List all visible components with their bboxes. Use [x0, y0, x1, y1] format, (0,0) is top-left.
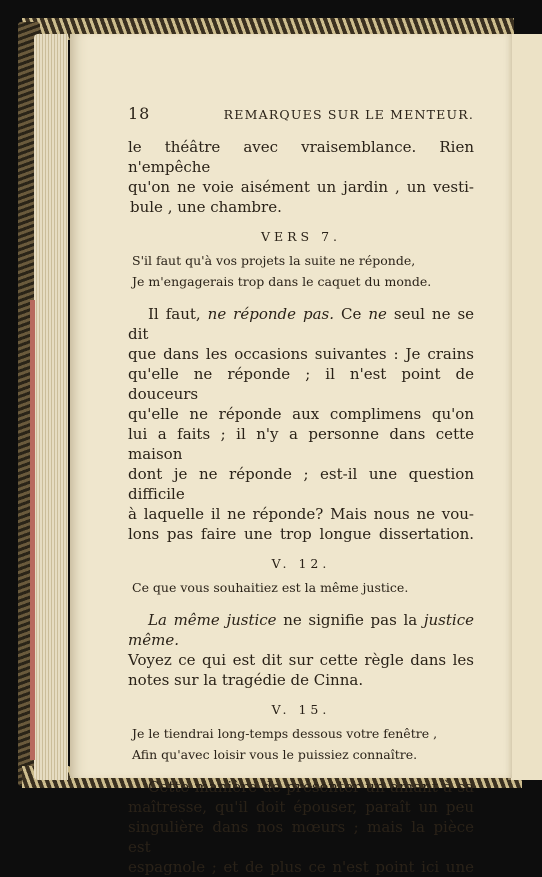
verse-3-line-1: Je le tiendrai long-temps dessous votre fenêtre ,	[132, 726, 438, 741]
paragraph-3-emphasis-1: La même justice	[148, 611, 277, 629]
verse-heading-1: VERS 7.	[260, 229, 342, 244]
page-leaf-edges	[34, 34, 68, 780]
paragraph-3-text: ne signifie pas la	[276, 611, 424, 629]
verse-2-line-1: Ce que vous souhaitiez est la même justice.	[132, 580, 409, 595]
verse-3-line-2: Afin qu'avec loisir vous le puissiez connaître.	[132, 747, 418, 762]
paragraph-1-line-3: bule , une chambre.	[130, 198, 282, 216]
page-header	[128, 104, 474, 123]
paragraph-2-line-6: dont je ne réponde ; est-il une question difficile	[128, 465, 474, 503]
verse-heading-3: V. 15.	[271, 702, 331, 717]
paragraph-4-line-1: Cette manière de présenter un amant à sa	[148, 778, 474, 796]
paragraph-1-line-1: le théâtre avec vraisemblance. Rien n'empêche	[128, 138, 474, 176]
paragraph-2-line-1	[128, 304, 474, 344]
paragraph-2-emphasis-2: ne	[368, 305, 387, 323]
paragraph-2-text-a: Il faut,	[148, 305, 208, 323]
paragraph-2-text-c: seul ne se dit	[128, 305, 475, 343]
verse-1-line-1: S'il faut qu'à vos projets la suite ne réponde,	[132, 253, 416, 268]
paragraph-2-text-b: Ce	[334, 305, 369, 323]
verse-heading-2: V. 12.	[271, 556, 331, 571]
paragraph-4-line-4: espagnole ; et de plus ce n'est point ici une	[128, 858, 474, 876]
paragraph-2-line-3: qu'elle ne réponde ; il n'est point de douceurs	[128, 365, 474, 403]
paragraph-2-line-5: lui a faits ; il n'y a personne dans cette maison	[128, 425, 474, 463]
paragraph-2-emphasis: ne réponde pas.	[207, 305, 335, 323]
bookmark-ribbon	[30, 300, 35, 760]
paragraph-3-line-1	[128, 610, 474, 650]
paragraph-2-line-4: qu'elle ne réponde aux complimens qu'on	[128, 405, 474, 423]
page-text	[128, 104, 474, 877]
paragraph-1-line-2: qu'on ne voie aisément un jardin , un vesti-	[128, 178, 474, 196]
paragraph-4-line-3: singulière dans nos mœurs ; mais la pièce est	[128, 818, 474, 856]
paragraph-3-emphasis-2: justice même.	[128, 611, 474, 649]
paragraph-3-line-2: Voyez ce qui est dit sur cette règle dans les	[128, 651, 474, 669]
paragraph-2-line-2: que dans les occasions suivantes : Je crains	[128, 345, 474, 363]
paragraph-2-line-7: à laquelle il ne réponde? Mais nous ne vou-	[128, 505, 474, 523]
paragraph-2-line-8: lons pas faire une trop longue dissertation.	[128, 525, 474, 543]
page-number: 18	[128, 104, 151, 123]
paragraph-3-line-3: notes sur la tragédie de Cinna.	[128, 671, 364, 689]
running-head: REMARQUES SUR LE MENTEUR.	[223, 107, 474, 122]
facing-page-edge	[508, 34, 542, 780]
paragraph-4-line-2: maîtresse, qu'il doit épouser, paraît un peu	[128, 798, 474, 816]
verse-1-line-2: Je m'engagerais trop dans le caquet du monde.	[132, 274, 432, 289]
